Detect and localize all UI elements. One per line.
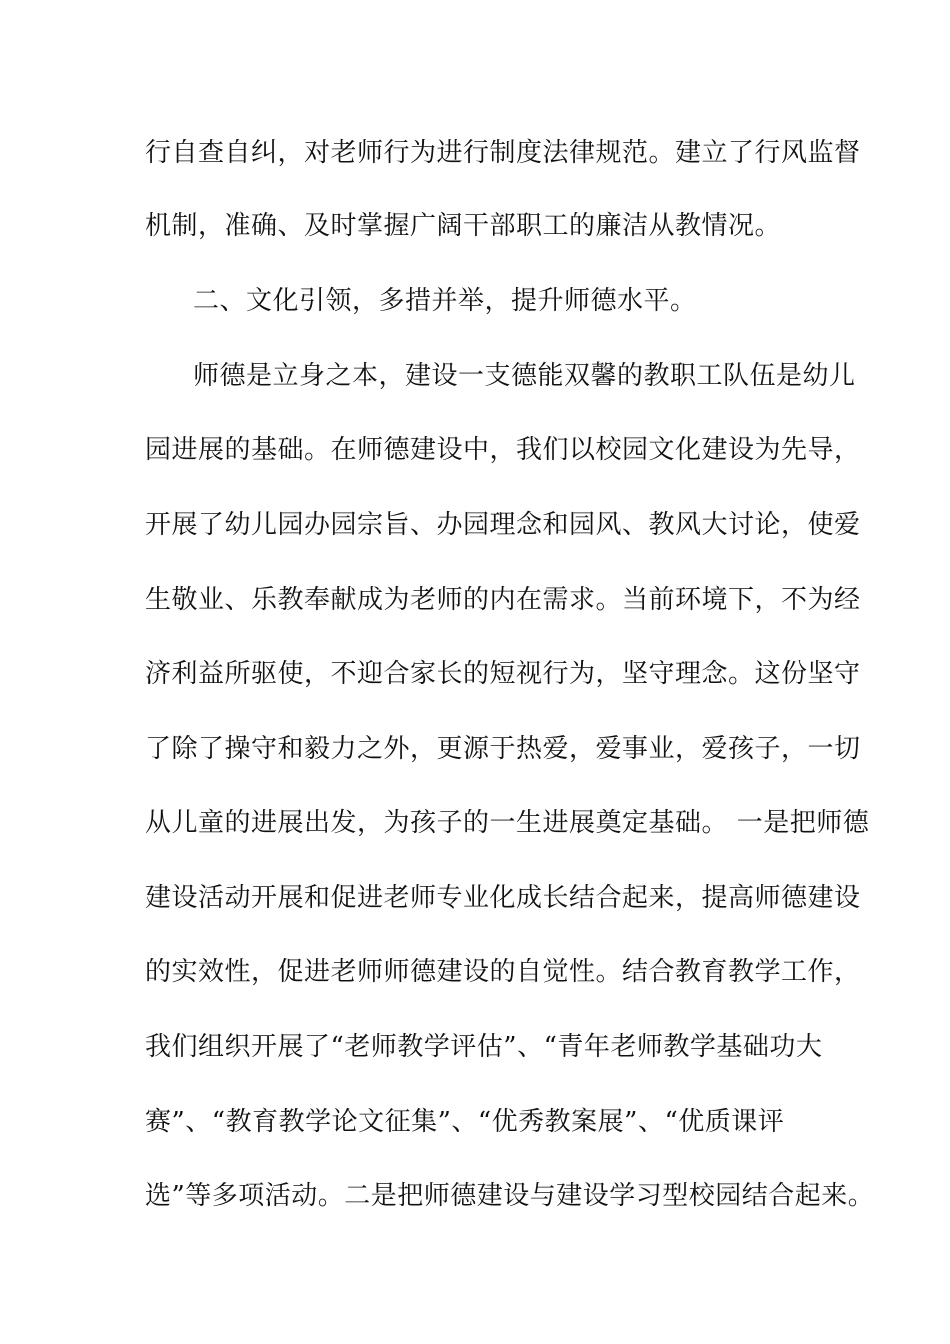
paragraph-line: 建设活动开展和促进老师专业化成长结合起来，提高师德建设: [145, 883, 861, 913]
paragraph-line: 开展了幼儿园办园宗旨、办园理念和园风、教风大讨论，使爱: [145, 510, 861, 540]
paragraph-line: 选”等多项活动。二是把师德建设与建设学习型校园结合起来。: [145, 1181, 875, 1211]
paragraph-line: 园进展的基础。在师德建设中，我们以校园文化建设为先导，: [145, 435, 861, 465]
paragraph-line: 我们组织开展了“老师教学评估”、“青年老师教学基础功大: [145, 1032, 823, 1062]
paragraph-line: 从儿童的进展出发，为孩子的一生进展奠定基础。 一是把师德: [145, 808, 870, 838]
paragraph-line: 了除了操守和毅力之外，更源于热爱，爱事业，爱孩子，一切: [145, 734, 861, 764]
paragraph-line: 行自查自纠，对老师行为进行制度法律规范。建立了行风监督: [145, 138, 861, 168]
paragraph-line: 济利益所驱使，不迎合家长的短视行为，坚守理念。这份坚守: [145, 659, 861, 689]
paragraph-line: 的实效性，促进老师师德建设的自觉性。结合教育教学工作，: [145, 957, 861, 987]
paragraph-line: 生敬业、乐教奉献成为老师的内在需求。当前环境下，不为经: [145, 585, 861, 615]
paragraph-line: 师德是立身之本，建设一支德能双馨的教职工队伍是幼儿: [193, 361, 856, 391]
section-heading: 二、文化引领，多措并举，提升师德水平。: [193, 286, 697, 316]
paragraph-line: 赛”、“教育教学论文征集”、“优秀教案展”、“优质课评: [145, 1107, 785, 1137]
paragraph-line: 机制，准确、及时掌握广阔干部职工的廉洁从教情况。: [145, 211, 782, 241]
